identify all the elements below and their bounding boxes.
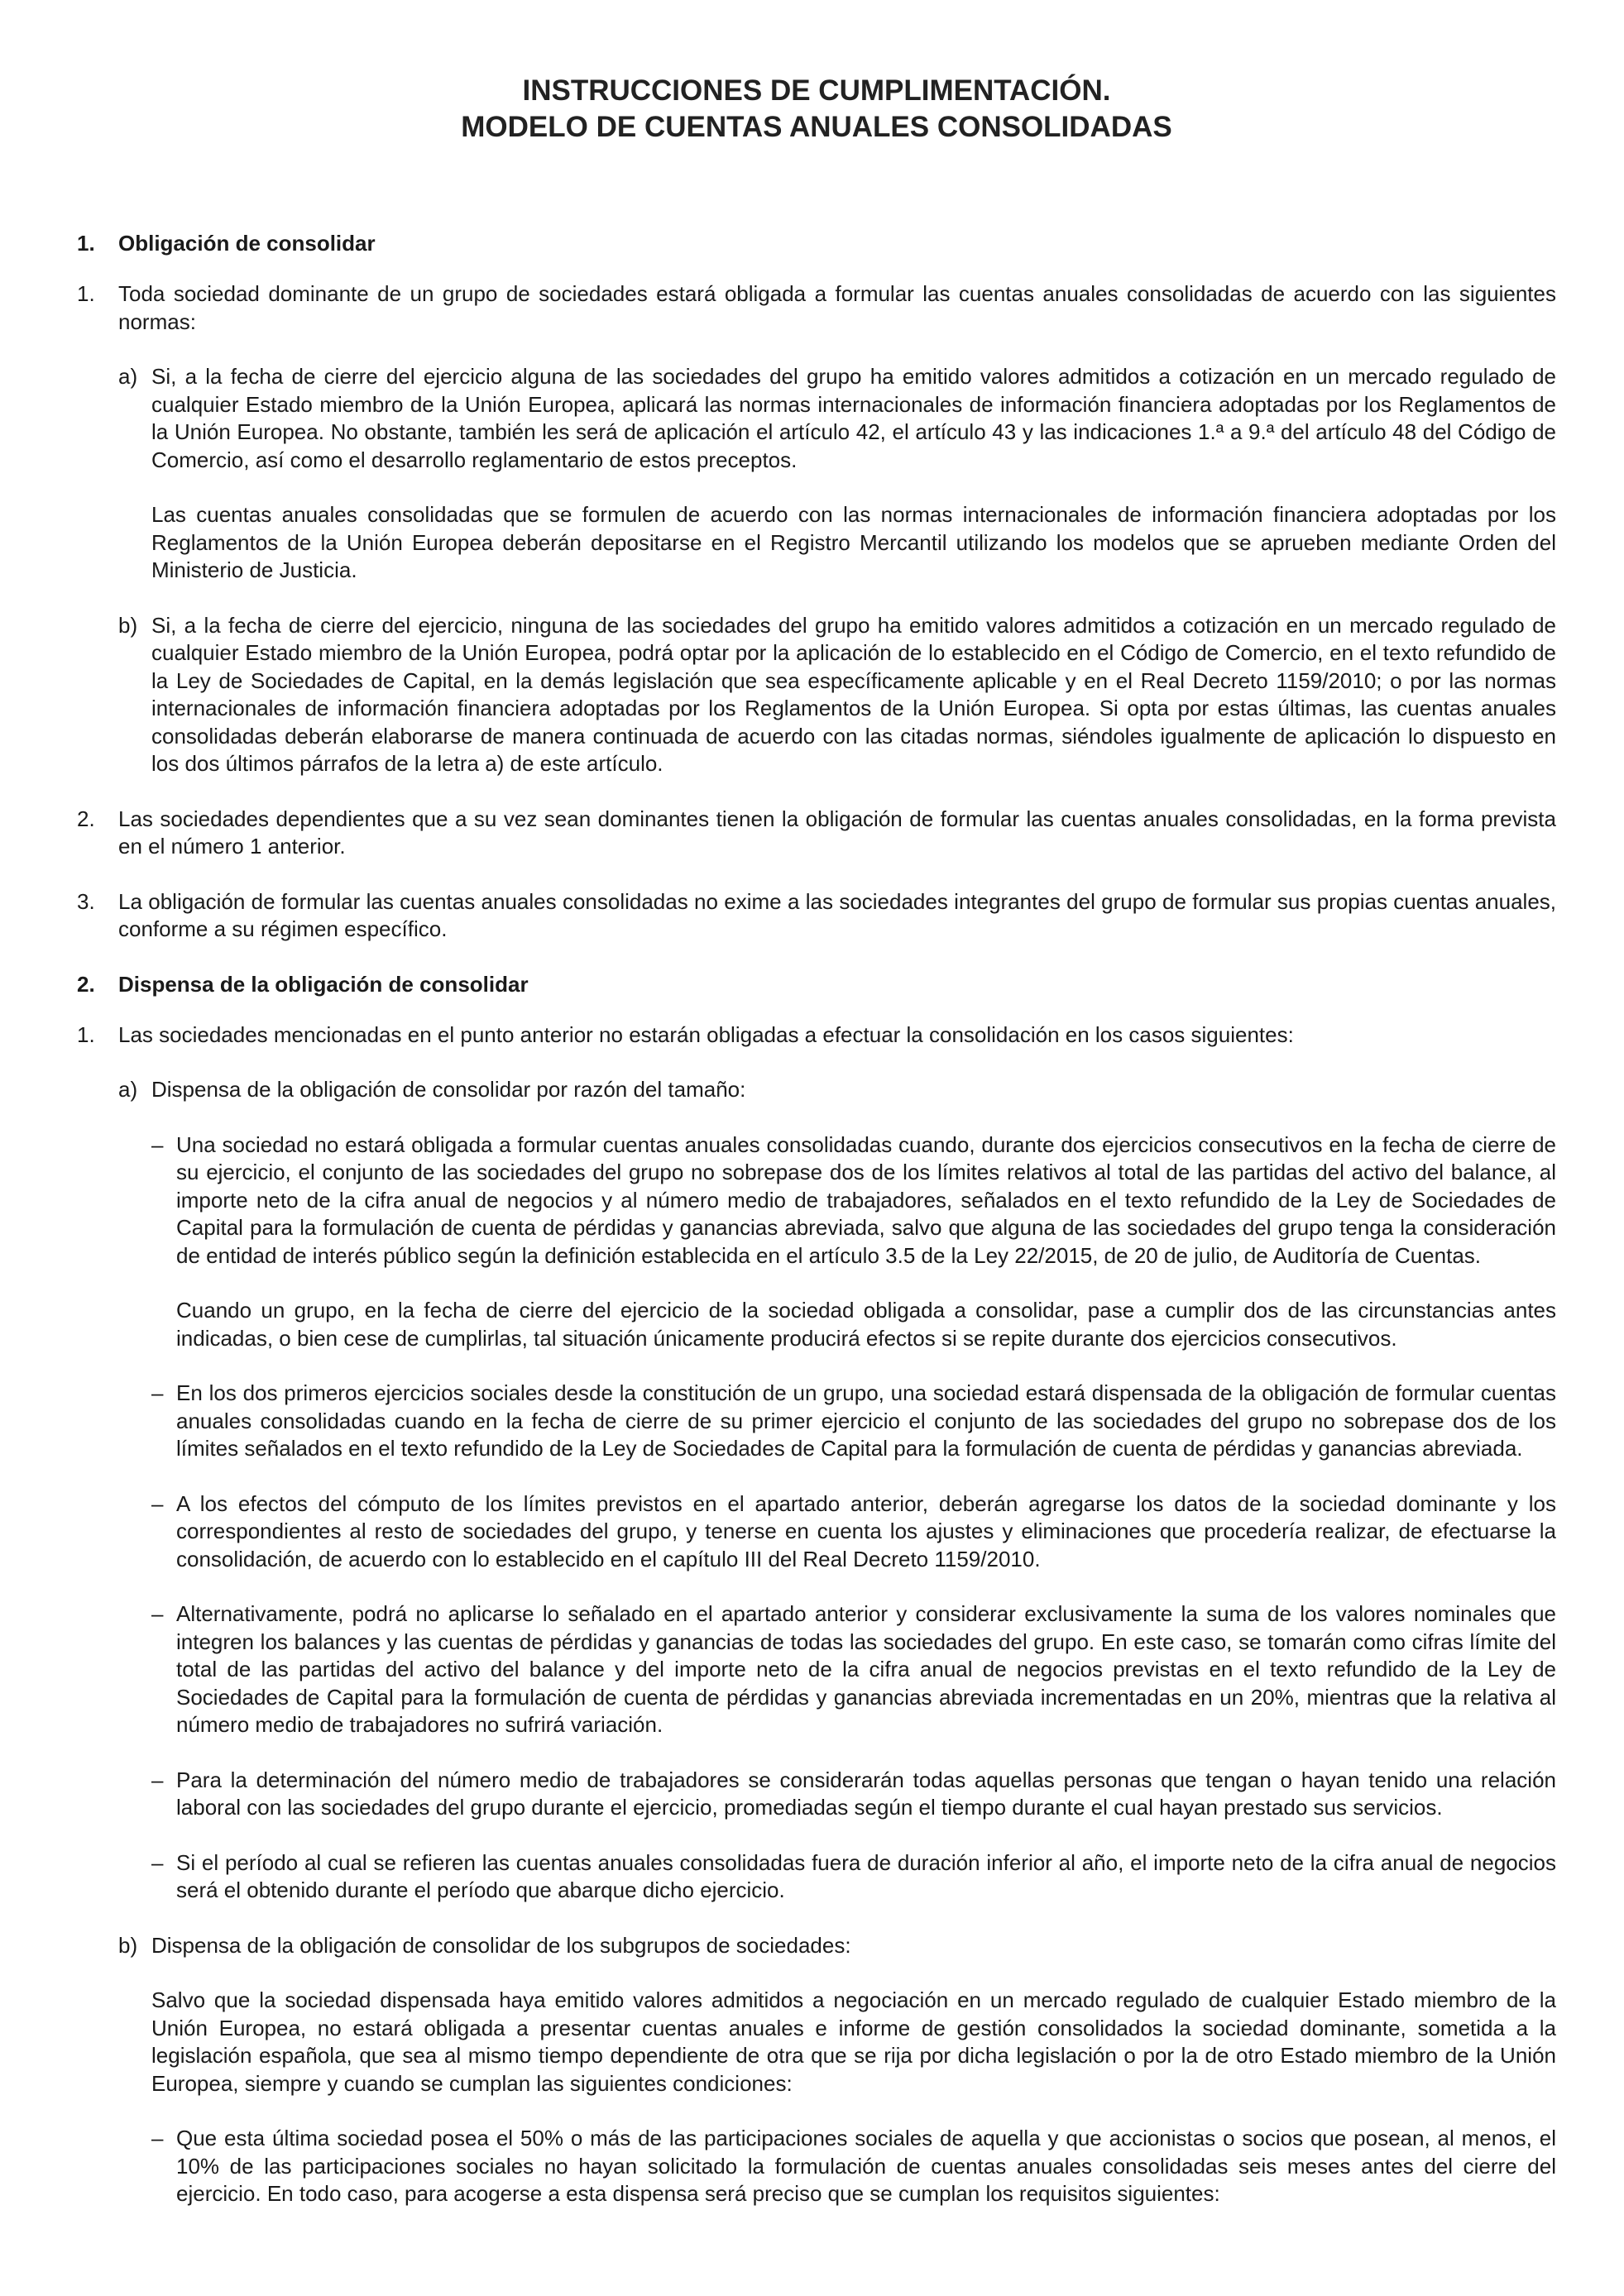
dash-item bbox=[151, 1490, 1556, 1574]
subitem-text: Dispensa de la obligación de consolidar de los subgrupos de sociedades: bbox=[151, 1932, 851, 1958]
section-1-item-1-b bbox=[118, 612, 1556, 778]
dash-item bbox=[151, 2125, 1556, 2208]
dash-text: Que esta última sociedad posea el 50% o más de las participaciones sociales de aquella y que accionistas o socios que posean, al menos, el 10% de las participaciones sociales no hayan solicitado la formulación de cuentas anuales consolidadas seis meses antes del cierre del ejercicio. En todo caso, para acogerse a esta dispensa será preciso que se cumplan los requisitos siguientes: bbox=[176, 2126, 1556, 2206]
dash-text: Para la determinación del número medio de trabajadores se considerarán todas aquellas personas que tengan o hayan tenido una relación laboral con las sociedades del grupo durante el ejercicio, promediadas según el tiempo durante el cual hayan prestado sus servicios. bbox=[176, 1767, 1556, 1820]
dash-text: En los dos primeros ejercicios sociales desde la constitución de un grupo, una sociedad estará dispensada de la obligación de formular cuentas anuales consolidadas cuando en la fecha de cierre de su primer ejercicio el conjunto de las sociedades del grupo no sobrepase dos de los límites señalados en el texto refundido de la Ley de Sociedades de Capital para la formulación de cuenta de pérdidas y ganancias abreviada. bbox=[176, 1380, 1556, 1461]
dash-item bbox=[151, 1600, 1556, 1739]
subitem-label: b) bbox=[118, 612, 138, 638]
section-2-number: 2. bbox=[77, 971, 95, 997]
subitem-text: Dispensa de la obligación de consolidar por razón del tamaño: bbox=[151, 1077, 746, 1102]
item-text: Las sociedades mencionadas en el punto anterior no estarán obligadas a efectuar la consolidación en los casos siguientes: bbox=[118, 1021, 1294, 1047]
dash-bullet: – bbox=[151, 1490, 164, 1516]
section-1-item-1 bbox=[77, 280, 1556, 336]
item-number: 3. bbox=[77, 888, 95, 914]
dash-text: A los efectos del cómputo de los límites previstos en el apartado anterior, deberán agregarse los datos de la sociedad dominante y los correspondientes al resto de sociedades del grupo, y tenerse en cuenta los ajustes y eliminaciones que procedería realizar, de efectuarse la consolidación, de acuerdo con lo establecido en el capítulo III del Real Decreto 1159/2010. bbox=[176, 1490, 1556, 1571]
dash-text: Si el período al cual se refieren las cuentas anuales consolidadas fuera de duración inferior al año, el importe neto de la cifra anual de negocios será el obtenido durante el período que abarque dicho ejercicio. bbox=[176, 1849, 1556, 1902]
dash-bullet: – bbox=[151, 1767, 164, 1792]
subitem-text: Si, a la fecha de cierre del ejercicio, ninguna de las sociedades del grupo ha emitido valores admitidos a cotización en un mercado regulado de cualquier Estado miembro de la Unión Europea, podrá optar por la aplicación de lo establecido en el Código de Comercio, en el texto refundido de la Ley de Sociedades de Capital, en la demás legislación que sea específicamente aplicable y en el Real Decreto 1159/2010; o por las normas internacionales de información financiera adoptadas por los Reglamentos de la Unión Europea. Si opta por estas últimas, las cuentas anuales consolidadas deberán elaborarse de manera continuada de acuerdo con las citadas normas, siéndoles igualmente de aplicación lo dispuesto en los dos últimos párrafos de la letra a) de este artículo. bbox=[151, 612, 1556, 776]
dash-item bbox=[151, 1131, 1556, 1270]
section-1-item-3 bbox=[77, 888, 1556, 944]
dash-continuation: Cuando un grupo, en la fecha de cierre del ejercicio de la sociedad obligada a consolidar, pase a cumplir dos de las circunstancias antes indicadas, o bien cese de cumplirlas, tal situación únicamente producirá efectos si se repite durante dos ejercicios consecutivos. bbox=[176, 1298, 1556, 1351]
dash-text: Alternativamente, podrá no aplicarse lo señalado en el apartado anterior y considerar exclusivamente la suma de los valores nominales que integren los balances y las cuentas de pérdidas y ganancias de todas las sociedades del grupo. En este caso, se tomarán como cifras límite del total de las partidas del activo del balance y del importe neto de la cifra anual de negocios previstas en el texto refundido de la Ley de Sociedades de Capital para la formulación de cuenta de pérdidas y ganancias abreviada incrementadas en un 20%, mientras que la relativa al número medio de trabajadores no sufrirá variación. bbox=[176, 1601, 1556, 1737]
dash-item bbox=[151, 1380, 1556, 1463]
dash-bullet: – bbox=[151, 2126, 164, 2150]
subitem-label: b) bbox=[118, 1932, 138, 1958]
section-2-item-1-a bbox=[118, 1076, 1556, 1104]
subitem-text: Si, a la fecha de cierre del ejercicio alguna de las sociedades del grupo ha emitido valores admitidos a cotización en un mercado regulado de cualquier Estado miembro de la Unión Europea, aplicará las normas internacionales de información financiera adoptadas por los Reglamentos de la Unión Europea. No obstante, también les será de aplicación el artículo 42, el artículo 43 y las indicaciones 1.ª a 9.ª del artículo 48 del Código de Comercio, así como el desarrollo reglamentario de estos preceptos. bbox=[151, 364, 1556, 472]
item-text: Toda sociedad dominante de un grupo de sociedades estará obligada a formular las cuentas anuales consolidadas de acuerdo con las siguientes normas: bbox=[118, 281, 1556, 334]
section-2-title: Dispensa de la obligación de consolidar bbox=[118, 971, 529, 997]
item-number: 1. bbox=[77, 1021, 95, 1047]
dash-bullet: – bbox=[151, 1131, 164, 1157]
dash-bullet: – bbox=[151, 1380, 164, 1405]
subitem-paragraph: Las cuentas anuales consolidadas que se formulen de acuerdo con las normas internacionales de información financiera adoptadas por los Reglamentos de la Unión Europea deberán depositarse en el Registro Mercantil utilizando los modelos que se aprueben mediante Orden del Ministerio de Justicia. bbox=[151, 502, 1556, 582]
section-2-item-1-b bbox=[118, 1932, 1556, 1960]
title-line-2: MODELO DE CUENTAS ANUALES CONSOLIDADAS bbox=[461, 111, 1172, 143]
section-2-heading bbox=[77, 971, 1556, 998]
dash-item bbox=[151, 1767, 1556, 1822]
subitem-label: a) bbox=[118, 364, 138, 389]
item-number: 1. bbox=[77, 281, 95, 306]
dash-text: Una sociedad no estará obligada a formular cuentas anuales consolidadas cuando, durante dos ejercicios consecutivos en la fecha de cierre de su ejercicio, el conjunto de las sociedades del grupo no sobrepase dos de los límites relativos al total de las partidas del activo del balance, al importe neto de la cifra anual de negocios y al número medio de trabajadores, señalados en el texto refundido de la Ley de Sociedades de Capital para la formulación de cuenta de pérdidas y ganancias abreviada, salvo que alguna de las sociedades del grupo tenga la consideración de entidad de interés público según la definición establecida en el artículo 3.5 de la Ley 22/2015, de 20 de julio, de Auditoría de Cuentas. bbox=[176, 1131, 1556, 1268]
dash-bullet: – bbox=[151, 1601, 164, 1626]
section-1-number: 1. bbox=[77, 231, 95, 256]
title-line-1: INSTRUCCIONES DE CUMPLIMENTACIÓN. bbox=[522, 74, 1111, 107]
section-1-item-1-a bbox=[118, 363, 1556, 474]
item-text: Las sociedades dependientes que a su vez sean dominantes tienen la obligación de formular las cuentas anuales consolidadas, en la forma prevista en el número 1 anterior. bbox=[118, 806, 1556, 859]
item-text: La obligación de formular las cuentas anuales consolidadas no exime a las sociedades integrantes del grupo de formular sus propias cuentas anuales, conforme a su régimen específico. bbox=[118, 888, 1556, 941]
section-1-item-2 bbox=[77, 806, 1556, 861]
item-number: 2. bbox=[77, 806, 95, 831]
subitem-paragraph: Salvo que la sociedad dispensada haya emitido valores admitidos a negociación en un mercado regulado de cualquier Estado miembro de la Unión Europea, no estará obligada a presentar cuentas anuales e informe de gestión consolidados la sociedad dominante, sometida a la legislación española, que sea al mismo tiempo dependiente de otra que se rija por dicha legislación o por la de otro Estado miembro de la Unión Europea, siempre y cuando se cumplan las siguientes condiciones: bbox=[151, 1987, 1556, 2096]
section-2-item-1 bbox=[77, 1021, 1556, 1050]
dash-item bbox=[151, 1849, 1556, 1905]
section-1-title: Obligación de consolidar bbox=[118, 231, 376, 256]
section-1-heading bbox=[77, 230, 1556, 257]
document-title bbox=[77, 73, 1556, 146]
dash-bullet: – bbox=[151, 1849, 164, 1875]
subitem-label: a) bbox=[118, 1077, 138, 1102]
